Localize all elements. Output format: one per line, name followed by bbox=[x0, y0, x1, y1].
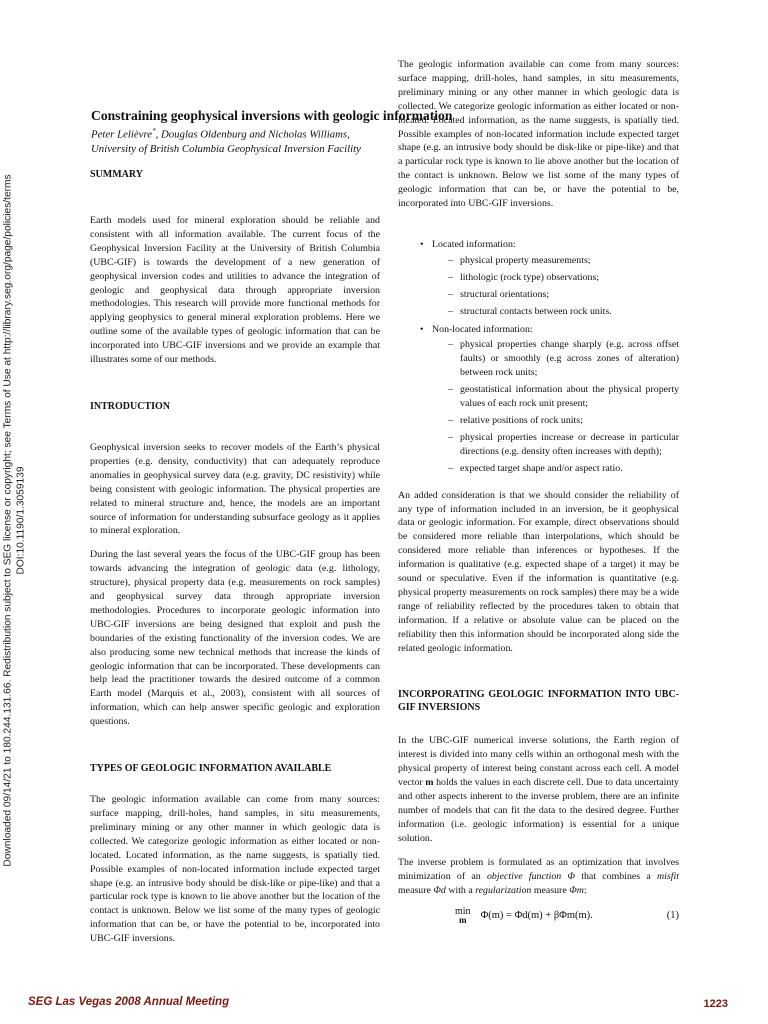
min-operator bbox=[455, 907, 471, 925]
equation-number: (1) bbox=[666, 910, 679, 922]
text-span: In the UBC-GIF numerical inverse solutions, the Earth region of interest is divided into many cells within an orthogonal mesh with the physical property of interest being constant across each cell. A model vector bbox=[398, 735, 679, 789]
list-item: – geostatistical information about the physical property values of each rock unit present; bbox=[448, 383, 679, 411]
types-heading: TYPES OF GEOLOGIC INFORMATION AVAILABLE bbox=[90, 763, 332, 775]
right-column bbox=[398, 59, 679, 926]
list-item: – structural contacts between rock units. bbox=[448, 305, 679, 319]
incorporating-heading: INCORPORATING GEOLOGIC INFORMATION INTO UBC-GIF INVERSIONS bbox=[398, 689, 679, 714]
list-item: – physical properties increase or decrease in particular directions (e.g. density often increases with depth); bbox=[448, 431, 679, 459]
meeting-footer: SEG Las Vegas 2008 Annual Meeting bbox=[28, 996, 230, 1008]
list-item: – lithologic (rock type) observations; bbox=[448, 271, 679, 285]
min-subscript: m bbox=[459, 915, 467, 926]
text-span: Φ bbox=[561, 870, 575, 882]
list-item bbox=[420, 323, 679, 476]
equation-body: Φ(m) = Φd(m) + βΦm(m). bbox=[480, 910, 593, 922]
doi-line: DOI:10.1190/1.3059139 bbox=[15, 466, 26, 575]
list-item-label: Located information: bbox=[432, 239, 516, 250]
first-author: Peter Lelièvre bbox=[91, 128, 153, 141]
corresponding-mark: * bbox=[152, 127, 156, 135]
introduction-paragraph-2: During the last several years the focus of the UBC-GIF group has been towards advancing the integration of geologic data (e.g. lithology, structure), physical property data (e.g. measurements on rock samples) and geophysical survey data through appropriate inversion methodologies. Procedures to incorporate geologic information into UBC-GIF inversions are being designed that exploit and push the boundaries of the existing functionality of the inversion codes. We are also producing some new technical methods that increase the kinds of geologic information that can be incorporated. These developments can help lead the practitioner towards the desired outcome of a common Earth model (Marquis et al., 2003), consistent with all sources of information, which can help answer specific geologic and exploration questions. bbox=[90, 549, 380, 728]
text-span: with a bbox=[445, 884, 476, 896]
text-span: : bbox=[583, 884, 587, 896]
incorporating-paragraph-1 bbox=[398, 734, 679, 845]
summary-heading: SUMMARY bbox=[90, 169, 143, 180]
equation-1 bbox=[398, 907, 679, 925]
text-span: Φm bbox=[569, 884, 584, 896]
model-vector-symbol: m bbox=[425, 777, 434, 789]
list-item: – physical properties change sharply (e.g. across offset faults) or smoothly (e.g across zones of alteration) between rock units; bbox=[448, 338, 679, 380]
left-column bbox=[90, 168, 380, 945]
text-span: holds the values in each discrete cell. Due to data uncertainty and other aspects inherent to the inverse problem, there are an infinite number of models that can fit the data to the desired degree. Further information (i.e. geologic information) is essential for a unique solution. bbox=[398, 777, 679, 844]
types-paragraph-1: The geologic information available can come from many sources: surface mapping, drill-holes, hand samples, in situ measurements, preliminary mining or any other manner in which geologic data is collected. We categorize geologic information as either located or non-located. Located information, as the name suggests, is spatially tied. Possible examples of non-located information include expected target shape (e.g. an intrusive body should be disk-like or pipe-like) and that a particular rock type is known to lie above another but the location of the contact is unknown. Below we list some of the many types of geologic information that can be, or have the potential to be, incorporated into UBC-GIF inversions. bbox=[90, 794, 380, 945]
download-notice bbox=[3, 121, 28, 921]
page-number: 1223 bbox=[703, 998, 728, 1010]
min-label: min bbox=[455, 906, 471, 918]
affiliation: University of British Columbia Geophysical Inversion Facility bbox=[91, 142, 361, 155]
download-notice-line: Downloaded 09/14/21 to 180.244.131.66. Redistribution subject to SEG license or copyright; see Terms of Use at http://library.seg.org/page/policies/terms bbox=[2, 174, 14, 867]
text-span: objective function bbox=[486, 870, 562, 882]
list-item: – structural orientations; bbox=[448, 288, 679, 302]
paper-title: Constraining geophysical inversions with geologic information bbox=[91, 108, 453, 123]
geologic-info-list bbox=[398, 238, 679, 476]
text-span: measure bbox=[398, 884, 434, 896]
text-span: regularization bbox=[475, 884, 532, 896]
list-item bbox=[420, 238, 679, 319]
list-item-label: Non-located information: bbox=[432, 323, 533, 335]
list-item: – physical property measurements; bbox=[448, 254, 679, 268]
types-paragraph-1-continued-text: The geologic information available can come from many sources: surface mapping, drill-holes, hand samples, in situ measurements, preliminary mining or any other manner in which geologic data is collected. We categorize geologic information as either located or non-located. Located information, as the name suggests, is spatially tied. Possible examples of non-located information include expected target shape (e.g. an intrusive body should be disk-like or pipe-like) and that a particular rock type is known to lie above another but the location of the contact is unknown. Below we list some of the many types of geologic information that can be, or have the potential to be, incorporated into UBC-GIF inversions. bbox=[398, 59, 679, 210]
list-item: – relative positions of rock units; bbox=[448, 414, 679, 428]
introduction-heading: INTRODUCTION bbox=[90, 400, 171, 412]
text-span: misfit bbox=[657, 870, 679, 882]
reliability-paragraph: An added consideration is that we should consider the reliability of any type of information included in an inversion, be it geophysical data or geologic information. For example, direct observations should be considered more reliable than interpolations, which should be considered more reliable than inferences or hypotheses. If the information is qualitative (e.g. expected shape of a target) it may be sound or speculative. Even if the information is quantitative (e.g. physical property measurements on rock samples) there may be a wide range of reliability reflected by the procedures taken to obtain that information. If a relative or absolute value can be placed on the reliability then this information should be incorporated along side the related geologic information. bbox=[398, 489, 679, 654]
text-span: that combines a bbox=[574, 870, 657, 882]
introduction-paragraph-1: Geophysical inversion seeks to recover models of the Earth’s physical properties (e.g. density, conductivity) that can adequately reproduce anomalies in geophysical survey data (e.g. gravity, DC resistivity) while being consistent with geologic information. The physical properties are related to mineral structure and, hence, the models are an important source of information for understanding subsurface geology as it applies to mineral exploration. bbox=[90, 441, 380, 537]
list-item: – expected target shape and/or aspect ratio. bbox=[448, 462, 679, 476]
other-authors: , Douglas Oldenburg and Nicholas Williams, bbox=[155, 128, 350, 141]
summary-paragraph: Earth models used for mineral exploration should be reliable and consistent with all information available. The current focus of the Geophysical Inversion Facility at the University of British Columbia (UBC-GIF) is towards the development of a new generation of geophysical inversion codes and utilities to advance the integration of geologic and geophysical data through appropriate inversion methodologies. This research will provide more functional methods for applying geophysics to general mineral exploration problems. Here we outline some of the available types of geologic information that can be incorporated into UBC-GIF inversions and we provide an example that illustrates some of our methods. bbox=[90, 215, 380, 366]
text-span: Φd bbox=[433, 884, 446, 896]
text-span: The inverse problem is formulated as an optimization that involves minimization of an bbox=[398, 856, 679, 882]
text-span: measure bbox=[531, 884, 570, 896]
incorporating-paragraph-2 bbox=[398, 856, 679, 898]
types-paragraph-1-continued bbox=[398, 59, 679, 224]
